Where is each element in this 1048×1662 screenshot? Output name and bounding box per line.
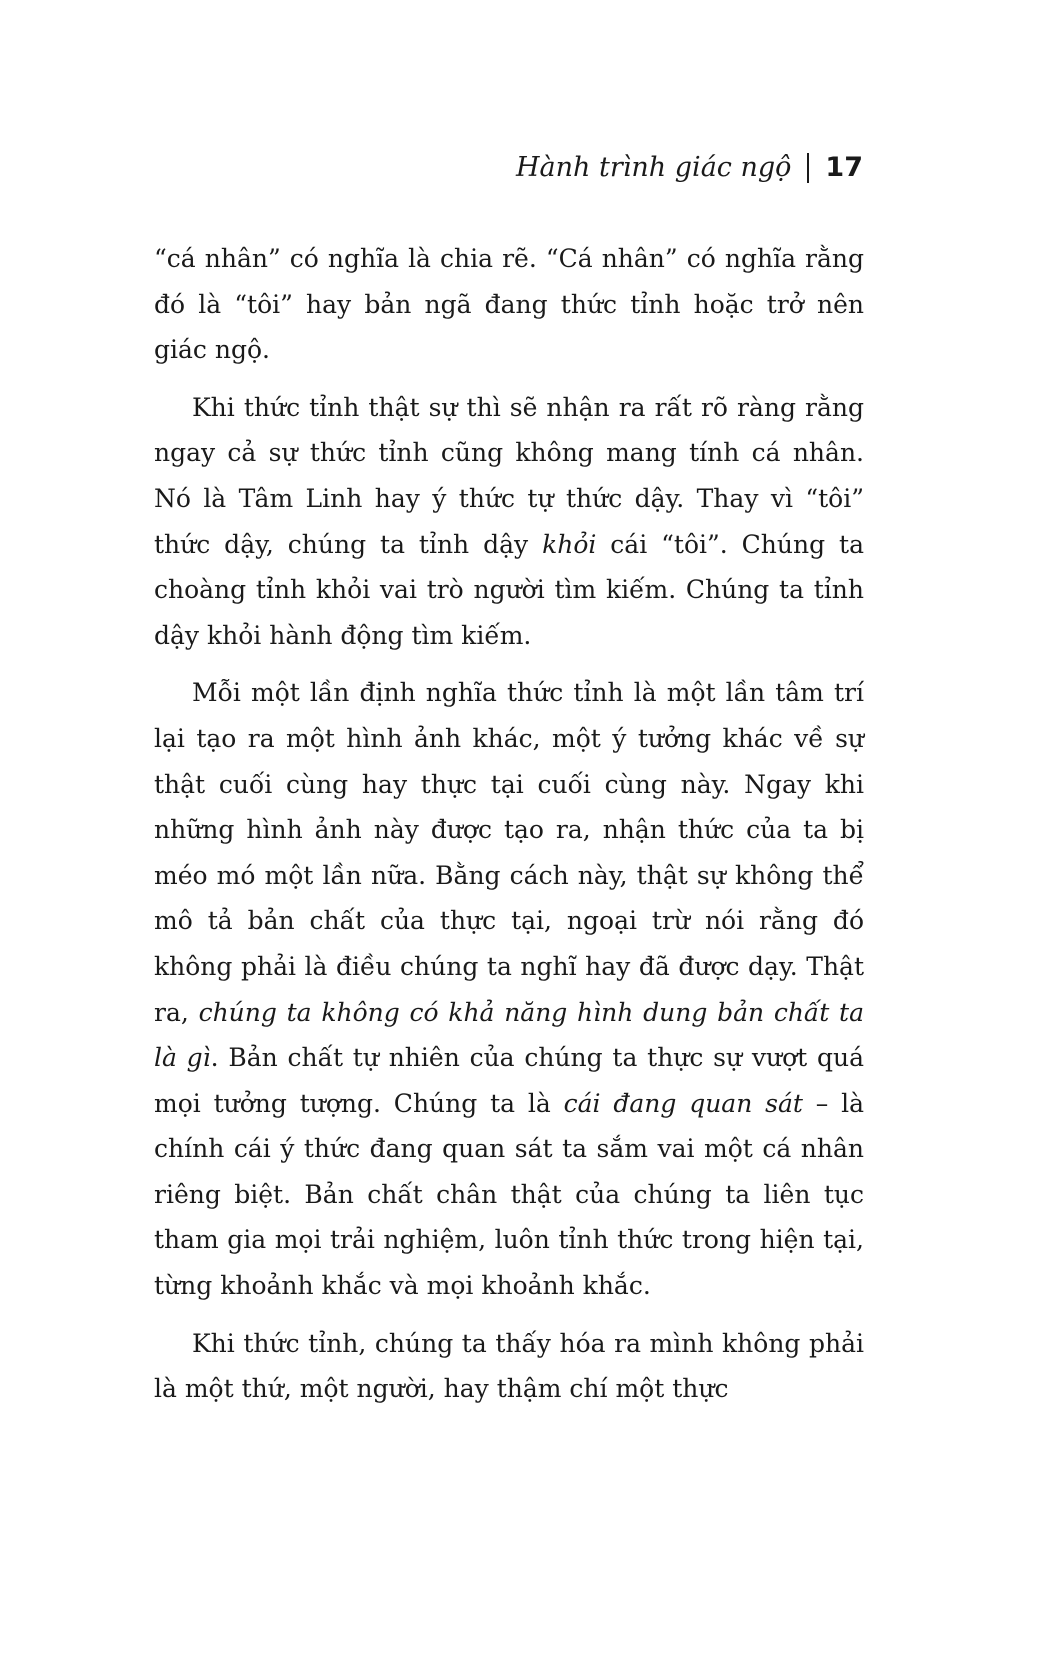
running-header [516, 148, 863, 188]
emphasis-text: cái đang quan sát [563, 1088, 803, 1118]
text-segment: – là chính cái ý thức đang quan sát ta sắm vai một cá nhân riêng biệt. Bản chất chân thật của chúng ta liên tục tham gia mọi trải nghiệm, luôn tỉnh thức trong hiện tại, từng khoảnh khắc và mọi khoảnh khắc. [154, 1088, 864, 1301]
header-divider [807, 153, 809, 183]
emphasis-text: chúng ta không có khả năng hình dung bản chất ta là gì [154, 997, 865, 1073]
paragraph-1 [154, 236, 864, 373]
header-title: Hành trình giác ngộ [516, 152, 792, 183]
text-segment: Mỗi một lần định nghĩa thức tỉnh là một lần tâm trí lại tạo ra một hình ảnh khác, một ý tưởng khác về sự thật cuối cùng hay thực tại cuối cùng này. Ngay khi những hình ảnh này được tạo ra, nhận thức của ta bị méo mó một lần nữa. Bằng cách này, thật sự không thể mô tả bản chất của thực tại, ngoại trừ nói rằng đó không phải là điều chúng ta nghĩ hay đã được dạy. Thật ra, [154, 678, 864, 1027]
text-segment: “cá nhân” có nghĩa là chia rẽ. “Cá nhân” có nghĩa rằng đó là “tôi” hay bản ngã đang thức tỉnh hoặc trở nên giác ngộ. [154, 244, 864, 365]
emphasis-text: khỏi [542, 529, 597, 559]
paragraph-2 [154, 385, 864, 659]
text-segment: . Bản chất tự nhiên của chúng ta thực sự vượt quá mọi tưởng tượng. Chúng ta là [154, 1043, 864, 1118]
paragraph-4 [154, 1321, 864, 1412]
body-text [154, 236, 864, 1424]
text-segment: Khi thức tỉnh, chúng ta thấy hóa ra mình không phải là một thứ, một người, hay thậm chí một thực [154, 1328, 864, 1404]
text-segment: cái “tôi”. Chúng ta choàng tỉnh khỏi vai trò người tìm kiếm. Chúng ta tỉnh dậy khỏi hành động tìm kiếm. [154, 529, 864, 650]
page-number: 17 [825, 152, 863, 183]
paragraph-3 [154, 670, 864, 1308]
text-segment: Khi thức tỉnh thật sự thì sẽ nhận ra rất rõ ràng rằng ngay cả sự thức tỉnh cũng không mang tính cá nhân. Nó là Tâm Linh hay ý thức tự thức dậy. Thay vì “tôi” thức dậy, chúng ta tỉnh dậy [154, 392, 864, 559]
